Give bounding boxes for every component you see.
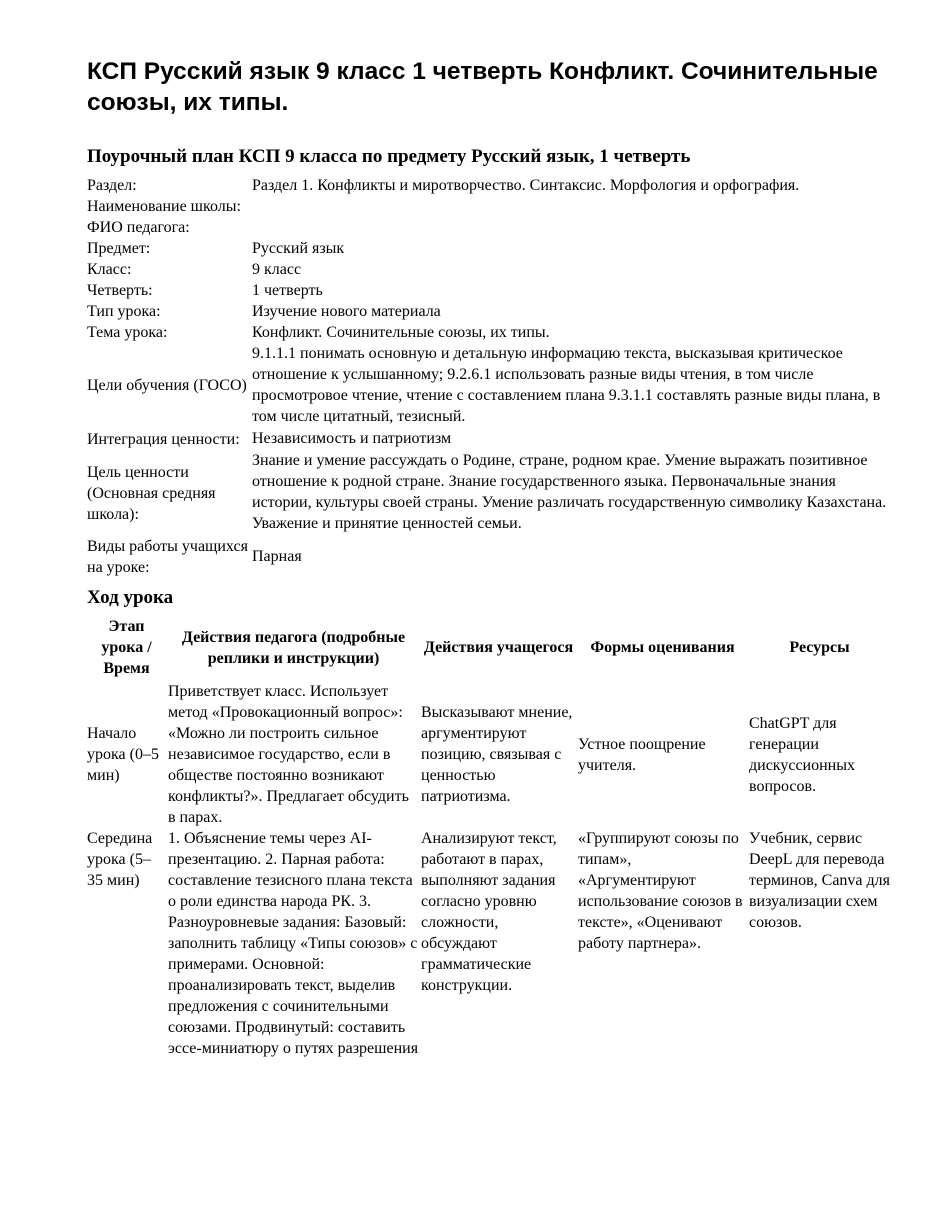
info-row-subject: [87, 238, 892, 259]
quarter-value: 1 четверть: [252, 282, 323, 299]
info-row-work: [87, 534, 892, 578]
header-teacher: Действия педагога (подробные реплики и инструкции): [181, 628, 406, 667]
lesson-header-row: [87, 614, 892, 681]
row-stage: Середина урока (5–35 мин): [87, 830, 153, 889]
type-label: Тип урока:: [87, 303, 161, 320]
value-goal-value: Знание и умение рассуждать о Родине, стране, родном крае. Умение выражать позитивное отношение к родной стране. Знание государственного языка. Первоначальные знания истории, культуры своей страны. Умение различать государственную символику Казахстана. Уважение и принятие ценностей семьи.: [252, 452, 887, 532]
goals-value: 9.1.1.1 понимать основную и детальную информацию текста, высказывая критическое отношение к услышанному; 9.2.6.1 использовать разные виды чтения, в том числе просмотровое чтение, чтение с составлением плана 9.3.1.1 составлять разные виды плана, в том числе цитатный, тезисный.: [252, 345, 881, 425]
work-label: Виды работы учащихся на уроке:: [87, 538, 248, 576]
info-row-class: [87, 259, 892, 280]
subject-value: Русский язык: [252, 240, 345, 257]
values-label: Интеграция ценности:: [87, 431, 240, 448]
info-row-school: [87, 196, 892, 217]
school-value: [252, 196, 892, 217]
lesson-flow-table: [87, 614, 892, 1059]
document-title: КСП Русский язык 9 класс 1 четверть Конфликт. Сочинительные союзы, их типы.: [87, 58, 878, 116]
info-row-teacher: [87, 217, 892, 238]
header-student: Действия учащегося: [423, 639, 574, 656]
table-row: [87, 828, 892, 1059]
value-goal-label: Цель ценности (Основная средняя школа):: [87, 463, 216, 523]
section-label: Раздел:: [87, 177, 137, 194]
info-row-goals: [87, 343, 892, 427]
lesson-info-table: [87, 175, 892, 578]
header-stage: Этап урока / Время: [101, 618, 152, 677]
row-student: Анализируют текст, работают в парах, выполняют задания согласно уровню сложности, обсуждают грамматические конструкции.: [421, 830, 557, 994]
info-row-type: [87, 301, 892, 322]
info-row-quarter: [87, 280, 892, 301]
class-value: 9 класс: [252, 261, 302, 278]
teacher-value: [252, 217, 892, 238]
section-value: Раздел 1. Конфликты и миротворчество. Синтаксис. Морфология и орфография.: [252, 177, 800, 194]
topic-value: Конфликт. Сочинительные союзы, их типы.: [252, 324, 550, 341]
document-page: [87, 56, 892, 1059]
row-assessment: «Группируют союзы по типам», «Аргументируют использование союзов в тексте», «Оценивают работу партнера».: [578, 830, 743, 952]
topic-label: Тема урока:: [87, 324, 168, 341]
info-row-values: [87, 427, 892, 450]
row-teacher: 1. Объяснение темы через AI-презентацию. 2. Парная работа: составление тезисного плана текста о роли единства народа РК. 3. Разноуровневые задания: Базовый: заполнить таблицу «Типы союзов» с примерами. Основной: проанализировать текст, выделив предложения с сочинительными союзами. Продвинутый: составить эссе-миниатюру о путях разрешения: [168, 830, 419, 1057]
row-resources: Учебник, сервис DeepL для перевода терминов, Canva для визуализации схем союзов.: [749, 830, 891, 931]
values-value: Независимость и патриотизм: [252, 430, 452, 447]
type-value: Изучение нового материала: [252, 303, 441, 320]
goals-label: Цели обучения (ГОСО): [87, 376, 247, 394]
info-row-value-goal: [87, 450, 892, 534]
row-teacher: Приветствует класс. Использует метод «Провокационный вопрос»: «Можно ли построить сильное независимое государство, если в обществе постоянно возникают конфликты?». Предлагает обсудить в парах.: [168, 683, 409, 826]
table-row: [87, 681, 892, 828]
info-row-topic: [87, 322, 892, 343]
school-label: Наименование школы:: [87, 198, 241, 215]
quarter-label: Четверть:: [87, 282, 153, 299]
row-student: Высказывают мнение, аргументируют позицию, связывая с ценностью патриотизма.: [421, 704, 573, 805]
teacher-label: ФИО педагога:: [87, 219, 190, 236]
lesson-heading: Ход урока: [87, 587, 174, 608]
info-row-section: [87, 175, 892, 196]
row-resources: ChatGPT для генерации дискуссионных вопросов.: [749, 714, 855, 795]
class-label: Класс:: [87, 261, 132, 278]
work-value: Парная: [252, 547, 302, 565]
row-assessment: Устное поощрение учителя.: [578, 735, 706, 774]
header-resources: Ресурсы: [789, 639, 850, 656]
subject-label: Предмет:: [87, 240, 151, 257]
plan-subtitle: Поурочный план КСП 9 класса по предмету Русский язык, 1 четверть: [87, 146, 691, 167]
row-stage: Начало урока (0–5 мин): [87, 725, 159, 784]
header-assessment: Формы оценивания: [590, 639, 735, 656]
